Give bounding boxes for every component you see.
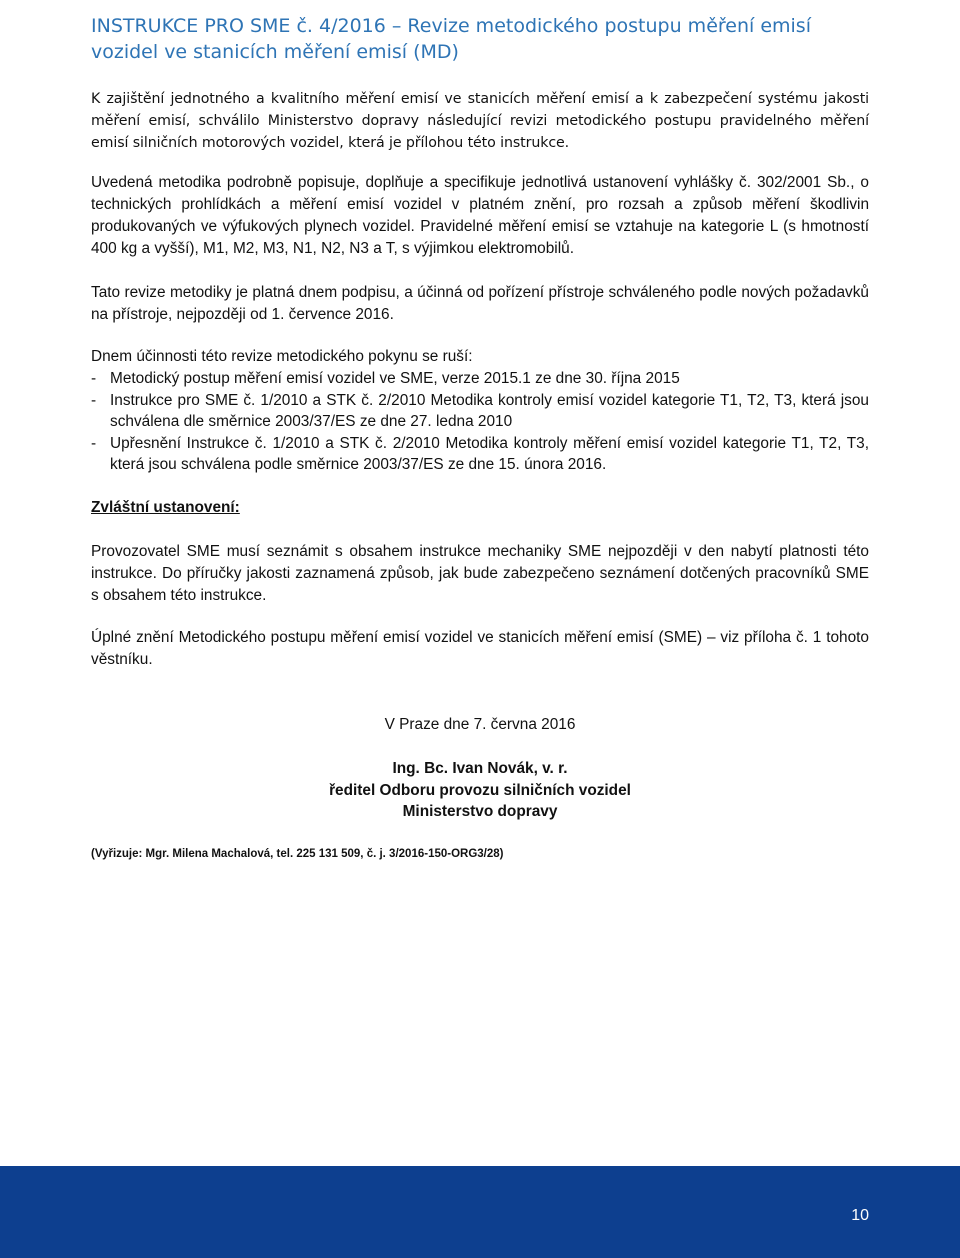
list-item	[91, 433, 869, 476]
list-item-text: Metodický postup měření emisí vozidel ve SME, verze 2015.1 ze dne 30. října 2015	[110, 370, 680, 387]
methodology-paragraph-first-line: Uvedená metodika podrobně popisuje, doplňuje a specifikuje jednotlivá ustanovení vyhlášky č. 302/2001 Sb.	[91, 174, 851, 191]
special-provisions-heading: Zvláštní ustanovení:	[91, 499, 240, 516]
list-item	[91, 368, 869, 390]
document-title: INSTRUKCE PRO SME č. 4/2016 – Revize metodického postupu měření emisí vozidel ve stanicích měření emisí (MD)	[91, 15, 811, 63]
page-number: 10	[851, 1207, 869, 1224]
handled-by-note: (Vyřizuje: Mgr. Milena Machalová, tel. 225 131 509, č. j. 3/2016-150-ORG3/28)	[91, 848, 504, 860]
validity-paragraph: Tato revize metodiky je platná dnem podpisu, a účinná od pořízení přístroje schváleného podle nových požadavků na přístroje, nejpozději od 1. července 2016.	[91, 284, 869, 323]
signatory-name: Ing. Bc. Ivan Novák, v. r.	[392, 760, 568, 777]
list-dash: -	[91, 391, 97, 409]
footer-bar	[0, 1166, 960, 1258]
list-item-text: Upřesnění Instrukce č. 1/2010 a STK č. 2/2010 Metodika kontroly měření emisí vozidel kategorie T1, T2, T3, která jsou schválena podle směrnice 2003/37/ES ze dne 15. února 2016.	[110, 434, 869, 473]
signatory-role: ředitel Odboru provozu silničních vozidel	[329, 781, 631, 799]
list-item	[91, 390, 869, 433]
methodology-paragraph-rest: , o technických prohlídkách a měření emisí vozidel v platném znění, pro rozsah a způsob měření škodlivin produkovaných ve výfukových plynech vozidel. Pravidelné měření emisí se vztahuje na kategorie L (s hmotností 400 kg a vyšší), M1, M2, M3, N1, N2, N3 a T, s výjimkou elektromobilů.	[91, 174, 869, 257]
repeal-list	[91, 368, 869, 476]
intro-paragraph: K zajištění jednotného a kvalitního měření emisí ve stanicích měření emisí a k zabezpečení systému jakosti měření emisí, schválilo Ministerstvo dopravy následující revizi metodického postupu pravidelného měření emisí silničních motorových vozidel, která je přílohou této instrukce.	[91, 91, 869, 151]
place-date: V Praze dne 7. června 2016	[384, 716, 576, 733]
methodology-paragraph	[91, 172, 869, 260]
list-dash: -	[91, 370, 97, 387]
full-text-paragraph: Úplné znění Metodického postupu měření emisí vozidel ve stanicích měření emisí (SME) – viz příloha č. 1 tohoto věstníku.	[91, 629, 869, 668]
signatory-ministry: Ministerstvo dopravy	[402, 803, 558, 820]
repeal-intro: Dnem účinnosti této revize metodického pokynu se ruší:	[91, 348, 473, 365]
operator-paragraph: Provozovatel SME musí seznámit s obsahem instrukce mechaniky SME nejpozději v den nabytí platnosti této instrukce. Do příručky jakosti zaznamená způsob, jak bude zabezpečeno seznámení dotčených pracovníků SME s obsahem této instrukce.	[91, 543, 869, 604]
list-item-text: Instrukce pro SME č. 1/2010 a STK č. 2/2010 Metodika kontroly emisí vozidel kategorie T1, T2, T3, která jsou schválena dle směrnice 2003/37/ES ze dne 27. ledna 2010	[110, 391, 869, 430]
signature-block	[91, 758, 869, 823]
list-dash: -	[91, 434, 97, 452]
